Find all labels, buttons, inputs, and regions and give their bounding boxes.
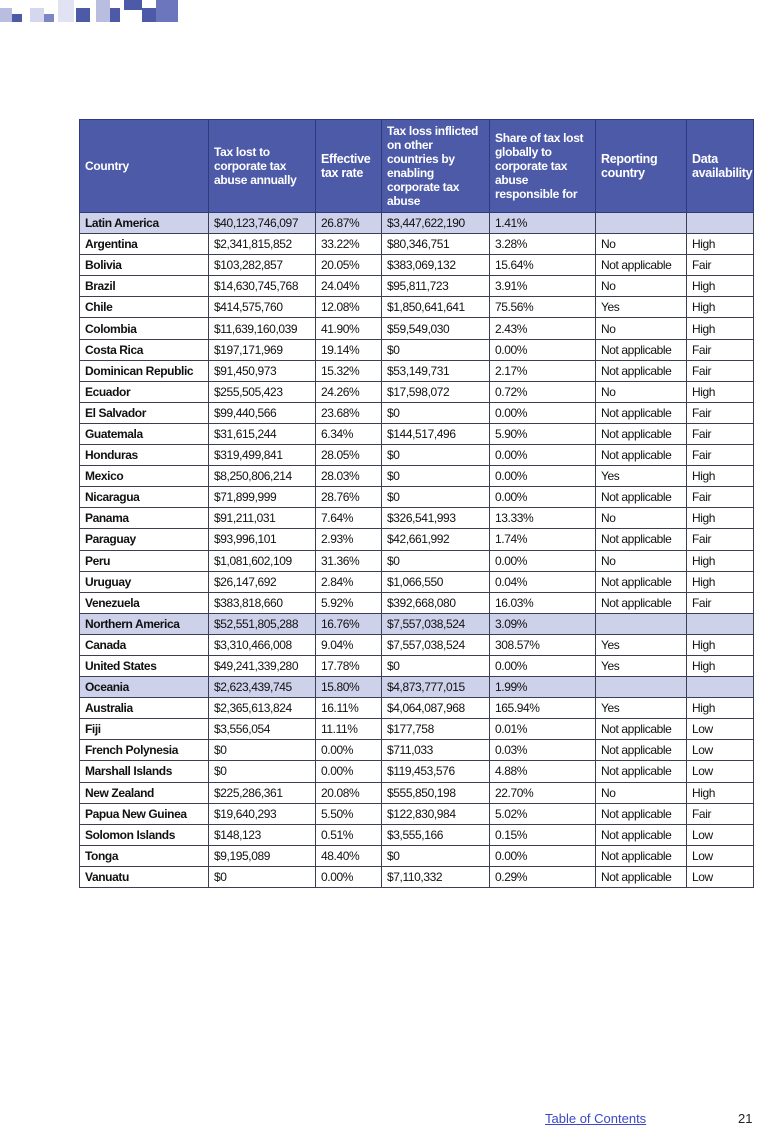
cell-country: Panama: [80, 508, 209, 529]
cell-effective-rate: 19.14%: [316, 339, 382, 360]
cell-data-availability: Low: [687, 866, 754, 887]
table-row: [80, 655, 754, 676]
cell-effective-rate: 2.84%: [316, 571, 382, 592]
cell-reporting-country: Not applicable: [596, 402, 687, 423]
table-row: [80, 782, 754, 803]
cell-reporting-country: Not applicable: [596, 719, 687, 740]
cell-tax-lost: $197,171,969: [209, 339, 316, 360]
cell-data-availability: Fair: [687, 592, 754, 613]
cell-effective-rate: 0.00%: [316, 761, 382, 782]
table-row: [80, 824, 754, 845]
cell-tax-lost: $52,551,805,288: [209, 613, 316, 634]
cell-tax-lost: $99,440,566: [209, 402, 316, 423]
cell-reporting-country: Yes: [596, 698, 687, 719]
cell-reporting-country: Not applicable: [596, 866, 687, 887]
cell-data-availability: High: [687, 698, 754, 719]
cell-tax-lost: $1,081,602,109: [209, 550, 316, 571]
cell-data-availability: High: [687, 655, 754, 676]
cell-tax-loss-inflicted: $0: [382, 487, 490, 508]
cell-tax-lost: $0: [209, 740, 316, 761]
cell-effective-rate: 31.36%: [316, 550, 382, 571]
cell-country: Marshall Islands: [80, 761, 209, 782]
cell-country: Latin America: [80, 213, 209, 234]
table-header: [80, 120, 754, 213]
cell-country: Mexico: [80, 466, 209, 487]
cell-effective-rate: 20.08%: [316, 782, 382, 803]
table-row: [80, 571, 754, 592]
cell-share-of-tax-lost: 75.56%: [490, 297, 596, 318]
cell-tax-loss-inflicted: $177,758: [382, 719, 490, 740]
cell-country: Bolivia: [80, 255, 209, 276]
cell-tax-lost: $91,450,973: [209, 360, 316, 381]
cell-tax-lost: $103,282,857: [209, 255, 316, 276]
cell-tax-loss-inflicted: $326,541,993: [382, 508, 490, 529]
table-row: [80, 339, 754, 360]
cell-share-of-tax-lost: 0.72%: [490, 381, 596, 402]
cell-reporting-country: No: [596, 508, 687, 529]
table-header-row: [80, 120, 754, 213]
cell-effective-rate: 26.87%: [316, 213, 382, 234]
cell-tax-loss-inflicted: $0: [382, 445, 490, 466]
cell-country: Argentina: [80, 234, 209, 255]
table-row: [80, 297, 754, 318]
cell-reporting-country: No: [596, 276, 687, 297]
table-row: [80, 550, 754, 571]
cell-country: Chile: [80, 297, 209, 318]
table-row: [80, 698, 754, 719]
cell-country: New Zealand: [80, 782, 209, 803]
cell-share-of-tax-lost: 0.00%: [490, 402, 596, 423]
cell-reporting-country: Not applicable: [596, 445, 687, 466]
cell-share-of-tax-lost: 3.91%: [490, 276, 596, 297]
cell-tax-lost: $3,556,054: [209, 719, 316, 740]
table-row: [80, 634, 754, 655]
cell-data-availability: [687, 213, 754, 234]
cell-share-of-tax-lost: 16.03%: [490, 592, 596, 613]
cell-data-availability: High: [687, 318, 754, 339]
cell-tax-loss-inflicted: $144,517,496: [382, 423, 490, 444]
cell-tax-lost: $414,575,760: [209, 297, 316, 318]
cell-reporting-country: Not applicable: [596, 423, 687, 444]
cell-reporting-country: Not applicable: [596, 339, 687, 360]
cell-share-of-tax-lost: 22.70%: [490, 782, 596, 803]
cell-tax-loss-inflicted: $7,557,038,524: [382, 634, 490, 655]
table-row: [80, 255, 754, 276]
cell-data-availability: Fair: [687, 339, 754, 360]
cell-share-of-tax-lost: 1.41%: [490, 213, 596, 234]
cell-share-of-tax-lost: 1.99%: [490, 677, 596, 698]
table-row: [80, 402, 754, 423]
table-of-contents-link[interactable]: Table of Contents: [545, 1111, 647, 1126]
cell-data-availability: [687, 613, 754, 634]
cell-tax-loss-inflicted: $42,661,992: [382, 529, 490, 550]
cell-share-of-tax-lost: 0.00%: [490, 550, 596, 571]
cell-reporting-country: Not applicable: [596, 845, 687, 866]
cell-tax-loss-inflicted: $3,447,622,190: [382, 213, 490, 234]
cell-tax-loss-inflicted: $3,555,166: [382, 824, 490, 845]
cell-tax-loss-inflicted: $17,598,072: [382, 381, 490, 402]
column-header-reporting-country: Reporting country: [596, 120, 687, 213]
cell-data-availability: Fair: [687, 255, 754, 276]
cell-share-of-tax-lost: 15.64%: [490, 255, 596, 276]
cell-country: Brazil: [80, 276, 209, 297]
table-body: [80, 213, 754, 888]
cell-effective-rate: 6.34%: [316, 423, 382, 444]
column-header-effective-rate: Effective tax rate: [316, 120, 382, 213]
cell-tax-lost: $255,505,423: [209, 381, 316, 402]
cell-reporting-country: Not applicable: [596, 761, 687, 782]
cell-country: Uruguay: [80, 571, 209, 592]
table-row: [80, 866, 754, 887]
cell-tax-loss-inflicted: $0: [382, 845, 490, 866]
cell-reporting-country: Not applicable: [596, 360, 687, 381]
cell-tax-loss-inflicted: $59,549,030: [382, 318, 490, 339]
table-row: [80, 466, 754, 487]
cell-tax-lost: $3,310,466,008: [209, 634, 316, 655]
cell-tax-loss-inflicted: $122,830,984: [382, 803, 490, 824]
cell-reporting-country: Not applicable: [596, 571, 687, 592]
cell-effective-rate: 2.93%: [316, 529, 382, 550]
cell-reporting-country: No: [596, 381, 687, 402]
cell-tax-lost: $49,241,339,280: [209, 655, 316, 676]
cell-share-of-tax-lost: 3.28%: [490, 234, 596, 255]
column-header-share-of-tax-lost: Share of tax lost globally to corporate tax abuse responsible for: [490, 120, 596, 213]
cell-country: Venezuela: [80, 592, 209, 613]
cell-reporting-country: Not applicable: [596, 255, 687, 276]
cell-tax-loss-inflicted: $0: [382, 402, 490, 423]
table-row: [80, 381, 754, 402]
table-row: [80, 845, 754, 866]
cell-data-availability: Fair: [687, 402, 754, 423]
cell-reporting-country: Yes: [596, 297, 687, 318]
tax-data-table-wrapper: [79, 119, 753, 888]
cell-data-availability: High: [687, 550, 754, 571]
table-row: [80, 318, 754, 339]
cell-country: Nicaragua: [80, 487, 209, 508]
cell-tax-loss-inflicted: $80,346,751: [382, 234, 490, 255]
cell-tax-lost: $8,250,806,214: [209, 466, 316, 487]
cell-data-availability: Fair: [687, 445, 754, 466]
cell-share-of-tax-lost: 0.01%: [490, 719, 596, 740]
cell-effective-rate: 15.32%: [316, 360, 382, 381]
cell-effective-rate: 33.22%: [316, 234, 382, 255]
cell-country: Tonga: [80, 845, 209, 866]
cell-tax-loss-inflicted: $392,668,080: [382, 592, 490, 613]
cell-tax-loss-inflicted: $555,850,198: [382, 782, 490, 803]
cell-country: Paraguay: [80, 529, 209, 550]
page-number: 21: [738, 1111, 753, 1126]
cell-country: Ecuador: [80, 381, 209, 402]
cell-tax-loss-inflicted: $4,064,087,968: [382, 698, 490, 719]
table-row: [80, 234, 754, 255]
cell-share-of-tax-lost: 4.88%: [490, 761, 596, 782]
cell-share-of-tax-lost: 0.00%: [490, 466, 596, 487]
cell-share-of-tax-lost: 0.03%: [490, 740, 596, 761]
cell-tax-lost: $2,341,815,852: [209, 234, 316, 255]
cell-country: Northern America: [80, 613, 209, 634]
cell-tax-loss-inflicted: $119,453,576: [382, 761, 490, 782]
cell-effective-rate: 16.76%: [316, 613, 382, 634]
cell-effective-rate: 7.64%: [316, 508, 382, 529]
table-row: [80, 740, 754, 761]
cell-country: Guatemala: [80, 423, 209, 444]
table-row: [80, 719, 754, 740]
cell-tax-loss-inflicted: $0: [382, 339, 490, 360]
cell-reporting-country: Yes: [596, 466, 687, 487]
cell-effective-rate: 41.90%: [316, 318, 382, 339]
cell-share-of-tax-lost: 0.00%: [490, 845, 596, 866]
cell-share-of-tax-lost: 5.02%: [490, 803, 596, 824]
cell-country: French Polynesia: [80, 740, 209, 761]
cell-data-availability: High: [687, 782, 754, 803]
cell-reporting-country: [596, 213, 687, 234]
column-header-tax-loss-inflicted: Tax loss inflicted on other countries by enabling corporate tax abuse: [382, 120, 490, 213]
table-row: [80, 276, 754, 297]
cell-reporting-country: No: [596, 550, 687, 571]
cell-effective-rate: 15.80%: [316, 677, 382, 698]
cell-share-of-tax-lost: 0.00%: [490, 487, 596, 508]
cell-share-of-tax-lost: 308.57%: [490, 634, 596, 655]
cell-data-availability: Low: [687, 845, 754, 866]
cell-share-of-tax-lost: 3.09%: [490, 613, 596, 634]
cell-tax-lost: $0: [209, 866, 316, 887]
tax-data-table: [79, 119, 754, 888]
cell-data-availability: High: [687, 276, 754, 297]
table-row: [80, 360, 754, 381]
cell-data-availability: Low: [687, 740, 754, 761]
cell-data-availability: Low: [687, 824, 754, 845]
cell-share-of-tax-lost: 0.00%: [490, 339, 596, 360]
cell-country: Honduras: [80, 445, 209, 466]
cell-tax-lost: $148,123: [209, 824, 316, 845]
cell-reporting-country: Not applicable: [596, 487, 687, 508]
cell-effective-rate: 5.50%: [316, 803, 382, 824]
cell-tax-loss-inflicted: $0: [382, 466, 490, 487]
decorative-pixel-pattern: [0, 0, 200, 28]
cell-data-availability: Low: [687, 761, 754, 782]
cell-effective-rate: 12.08%: [316, 297, 382, 318]
cell-share-of-tax-lost: 0.29%: [490, 866, 596, 887]
table-row: [80, 423, 754, 444]
cell-tax-lost: $2,365,613,824: [209, 698, 316, 719]
cell-share-of-tax-lost: 1.74%: [490, 529, 596, 550]
cell-effective-rate: 28.05%: [316, 445, 382, 466]
cell-data-availability: Fair: [687, 487, 754, 508]
cell-tax-loss-inflicted: $95,811,723: [382, 276, 490, 297]
cell-data-availability: High: [687, 466, 754, 487]
cell-tax-lost: $9,195,089: [209, 845, 316, 866]
cell-country: El Salvador: [80, 402, 209, 423]
cell-reporting-country: Yes: [596, 634, 687, 655]
column-header-data-availability: Data availability: [687, 120, 754, 213]
cell-country: United States: [80, 655, 209, 676]
cell-effective-rate: 0.00%: [316, 866, 382, 887]
cell-tax-loss-inflicted: $7,110,332: [382, 866, 490, 887]
cell-tax-lost: $11,639,160,039: [209, 318, 316, 339]
column-header-country: Country: [80, 120, 209, 213]
cell-effective-rate: 11.11%: [316, 719, 382, 740]
cell-data-availability: Fair: [687, 529, 754, 550]
cell-tax-lost: $93,996,101: [209, 529, 316, 550]
cell-effective-rate: 16.11%: [316, 698, 382, 719]
cell-country: Colombia: [80, 318, 209, 339]
cell-reporting-country: [596, 613, 687, 634]
cell-share-of-tax-lost: 13.33%: [490, 508, 596, 529]
cell-data-availability: [687, 677, 754, 698]
table-row: [80, 592, 754, 613]
table-row: [80, 445, 754, 466]
cell-tax-loss-inflicted: $711,033: [382, 740, 490, 761]
cell-reporting-country: No: [596, 782, 687, 803]
cell-tax-lost: $26,147,692: [209, 571, 316, 592]
cell-country: Fiji: [80, 719, 209, 740]
cell-effective-rate: 0.51%: [316, 824, 382, 845]
cell-tax-loss-inflicted: $0: [382, 655, 490, 676]
cell-tax-lost: $71,899,999: [209, 487, 316, 508]
cell-country: Costa Rica: [80, 339, 209, 360]
cell-reporting-country: Not applicable: [596, 529, 687, 550]
cell-country: Canada: [80, 634, 209, 655]
cell-share-of-tax-lost: 0.00%: [490, 445, 596, 466]
cell-tax-lost: $0: [209, 761, 316, 782]
cell-tax-loss-inflicted: $1,066,550: [382, 571, 490, 592]
region-row: [80, 677, 754, 698]
cell-data-availability: Low: [687, 719, 754, 740]
cell-data-availability: High: [687, 234, 754, 255]
cell-data-availability: High: [687, 508, 754, 529]
cell-data-availability: Fair: [687, 803, 754, 824]
cell-reporting-country: No: [596, 234, 687, 255]
cell-country: Vanuatu: [80, 866, 209, 887]
cell-effective-rate: 20.05%: [316, 255, 382, 276]
cell-share-of-tax-lost: 0.15%: [490, 824, 596, 845]
table-row: [80, 761, 754, 782]
cell-tax-lost: $383,818,660: [209, 592, 316, 613]
cell-data-availability: Fair: [687, 423, 754, 444]
column-header-tax-lost: Tax lost to corporate tax abuse annually: [209, 120, 316, 213]
cell-data-availability: High: [687, 297, 754, 318]
cell-effective-rate: 24.04%: [316, 276, 382, 297]
cell-tax-lost: $2,623,439,745: [209, 677, 316, 698]
cell-tax-lost: $225,286,361: [209, 782, 316, 803]
table-row: [80, 529, 754, 550]
cell-effective-rate: 28.03%: [316, 466, 382, 487]
cell-tax-lost: $91,211,031: [209, 508, 316, 529]
cell-tax-loss-inflicted: $1,850,641,641: [382, 297, 490, 318]
cell-reporting-country: Yes: [596, 655, 687, 676]
cell-tax-loss-inflicted: $53,149,731: [382, 360, 490, 381]
table-row: [80, 803, 754, 824]
region-row: [80, 613, 754, 634]
cell-share-of-tax-lost: 165.94%: [490, 698, 596, 719]
cell-tax-loss-inflicted: $4,873,777,015: [382, 677, 490, 698]
cell-reporting-country: No: [596, 318, 687, 339]
cell-effective-rate: 28.76%: [316, 487, 382, 508]
region-row: [80, 213, 754, 234]
cell-country: Dominican Republic: [80, 360, 209, 381]
cell-reporting-country: Not applicable: [596, 740, 687, 761]
cell-tax-lost: $40,123,746,097: [209, 213, 316, 234]
cell-data-availability: High: [687, 571, 754, 592]
cell-tax-loss-inflicted: $0: [382, 550, 490, 571]
cell-effective-rate: 0.00%: [316, 740, 382, 761]
cell-effective-rate: 9.04%: [316, 634, 382, 655]
cell-effective-rate: 24.26%: [316, 381, 382, 402]
cell-tax-lost: $31,615,244: [209, 423, 316, 444]
cell-reporting-country: Not applicable: [596, 803, 687, 824]
cell-share-of-tax-lost: 0.00%: [490, 655, 596, 676]
cell-effective-rate: 5.92%: [316, 592, 382, 613]
cell-reporting-country: [596, 677, 687, 698]
cell-tax-lost: $19,640,293: [209, 803, 316, 824]
table-row: [80, 487, 754, 508]
cell-country: Australia: [80, 698, 209, 719]
cell-share-of-tax-lost: 0.04%: [490, 571, 596, 592]
cell-tax-lost: $14,630,745,768: [209, 276, 316, 297]
cell-share-of-tax-lost: 2.43%: [490, 318, 596, 339]
cell-country: Oceania: [80, 677, 209, 698]
cell-reporting-country: Not applicable: [596, 824, 687, 845]
cell-tax-loss-inflicted: $383,069,132: [382, 255, 490, 276]
cell-tax-lost: $319,499,841: [209, 445, 316, 466]
cell-country: Peru: [80, 550, 209, 571]
cell-share-of-tax-lost: 2.17%: [490, 360, 596, 381]
cell-data-availability: Fair: [687, 360, 754, 381]
cell-share-of-tax-lost: 5.90%: [490, 423, 596, 444]
cell-data-availability: High: [687, 381, 754, 402]
cell-effective-rate: 48.40%: [316, 845, 382, 866]
cell-reporting-country: Not applicable: [596, 592, 687, 613]
cell-tax-loss-inflicted: $7,557,038,524: [382, 613, 490, 634]
cell-effective-rate: 17.78%: [316, 655, 382, 676]
cell-effective-rate: 23.68%: [316, 402, 382, 423]
cell-country: Solomon Islands: [80, 824, 209, 845]
table-row: [80, 508, 754, 529]
cell-data-availability: High: [687, 634, 754, 655]
cell-country: Papua New Guinea: [80, 803, 209, 824]
